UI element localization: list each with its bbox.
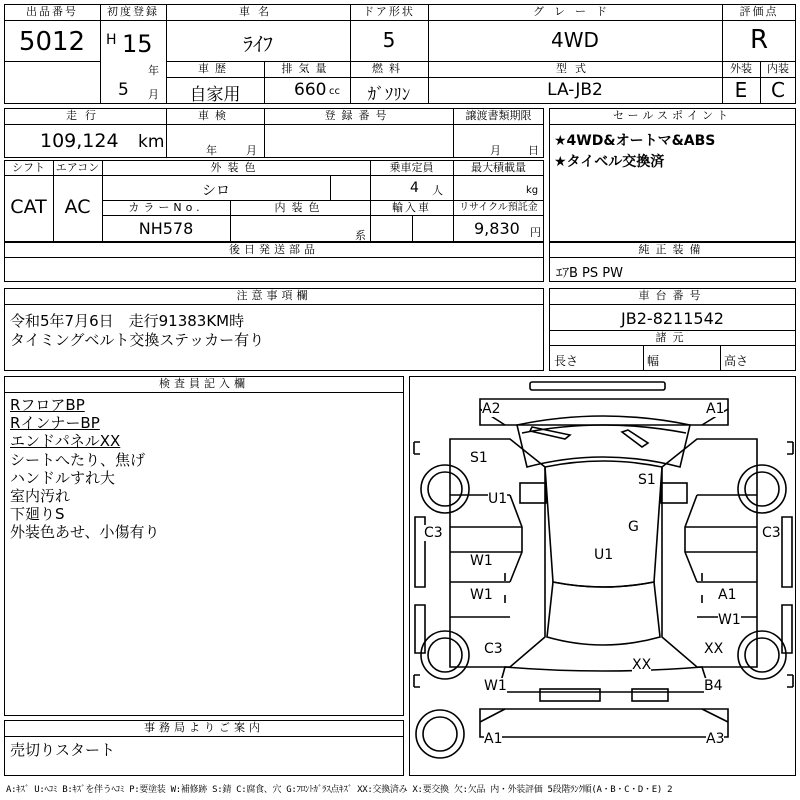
inspector-note: 室内汚れ [10, 487, 71, 506]
damage-mark: A1 [706, 401, 725, 417]
fuel: ｶﾞｿﾘﾝ [367, 85, 411, 105]
displacement-label: 排気量 [281, 62, 333, 75]
exterior-color: シロ [202, 183, 230, 199]
interior-color-label: 内装色 [274, 201, 326, 214]
lot-number: 5012 [18, 27, 86, 57]
selling-point-2: ★タイベル交換済 [554, 154, 665, 170]
inspection-label: 車検 [198, 109, 232, 122]
transfer-month-unit: 月 [490, 144, 501, 157]
max-load-unit: kg [526, 185, 539, 196]
interior-color-unit: 系 [355, 229, 366, 242]
damage-mark: G [628, 519, 639, 535]
air-conditioner: AC [64, 196, 91, 218]
capacity-unit: 人 [432, 184, 443, 197]
note-line-1: 令和5年7月6日 走行91383KM時 [10, 312, 245, 330]
inspector-note: ハンドルすれ大 [10, 468, 116, 487]
note-line-2: タイミングベルト交換ステッカー有り [10, 331, 265, 349]
damage-mark: S1 [470, 450, 488, 466]
registration-number-label: 登録番号 [324, 109, 393, 122]
damage-mark: XX [704, 641, 724, 657]
legend: A:ｷｽﾞ U:ﾍｺﾐ B:ｷｽﾞを伴うﾍｺﾐ P:要塗装 W:補修跡 S:錆 C:腐食、穴 G:ﾌﾛﾝﾄｶﾞﾗｽ点ｷｽﾞ XX:交換済み X:要交換 欠:欠品 内・外装評価 5段階ﾗﾝｸ順(A・B・C・D・E) 2 [6, 785, 673, 795]
displacement-unit: cc [329, 86, 340, 97]
interior-grade: C [771, 78, 785, 102]
recycle-deposit: 9,830 [474, 219, 520, 238]
inspector-notes-list [10, 396, 160, 542]
model: LA-JB2 [547, 80, 603, 100]
damage-mark: C3 [424, 525, 443, 541]
genuine-equipment: ｴｱB PS PW [556, 266, 623, 281]
later-parts-label: 後日発送部品 [229, 243, 319, 256]
damage-mark: C3 [484, 641, 503, 657]
inspector-notes-label: 検査員記入欄 [159, 377, 249, 390]
damage-mark: A3 [706, 731, 725, 747]
grade: 4WD [551, 28, 599, 52]
damage-mark: A2 [482, 401, 501, 417]
damage-mark: A1 [484, 731, 503, 747]
damage-mark: B4 [704, 678, 723, 694]
selling-point-1: ★4WD&オートマ&ABS [554, 133, 716, 149]
damage-mark: C3 [762, 525, 781, 541]
color-number: NH578 [138, 219, 194, 238]
genuine-equipment-label: 純正装備 [638, 243, 707, 256]
interior-grade-label: 内装 [767, 62, 789, 75]
first-registration-label: 初度登録 [107, 5, 159, 18]
inspector-note: RフロアBP [10, 396, 85, 414]
damage-mark: W1 [470, 587, 493, 603]
color-number-label: カラーNo. [128, 201, 204, 214]
lot-number-label: 出品番号 [26, 5, 78, 18]
inspector-note: 下廻りS [10, 505, 65, 524]
month-unit: 月 [148, 88, 159, 101]
model-label: 型式 [556, 62, 594, 75]
capacity: 4 [410, 180, 419, 196]
recycle-deposit-label: リサイクル預託金 [459, 202, 538, 213]
chassis-number-label: 車台番号 [638, 289, 707, 302]
history-label: 車歴 [198, 62, 232, 75]
shift: CAT [10, 196, 47, 218]
era-year: 15 [122, 30, 153, 58]
exterior-grade-label: 外装 [730, 62, 752, 75]
damage-mark: W1 [470, 553, 493, 569]
mileage: 109,124 [40, 130, 119, 152]
specs-label: 諸元 [655, 331, 690, 344]
exterior-color-label: 外装色 [210, 161, 262, 174]
score: R [749, 25, 769, 55]
notes-label: 注意事項欄 [236, 289, 312, 302]
damage-mark: S1 [638, 472, 656, 488]
diagram-marks [410, 377, 796, 776]
inspection-year-unit: 年 [206, 144, 217, 157]
door-type-label: ドア形状 [363, 5, 415, 18]
damage-mark: W1 [718, 612, 741, 628]
width-label: 幅 [647, 354, 660, 368]
inspector-note: 外装色あせ、小傷有り [10, 523, 160, 542]
displacement: 660 [294, 80, 327, 100]
exterior-grade: E [734, 78, 748, 102]
inspector-note: エンドパネルXX [10, 432, 121, 451]
import-label: 輸入車 [392, 201, 431, 214]
grade-label: グレード [533, 5, 617, 18]
history: 自家用 [189, 85, 241, 105]
selling-points-block [549, 108, 796, 242]
fuel-label: 燃料 [372, 62, 406, 75]
height-label: 高さ [724, 354, 749, 368]
office-note: 売切りスタート [10, 741, 116, 759]
car-damage-diagram [409, 376, 796, 776]
selling-points-label: セールスポイント [612, 109, 732, 122]
office-note-label: 事務局よりご案内 [144, 721, 264, 734]
damage-mark: W1 [484, 678, 507, 694]
mileage-label: 走行 [66, 109, 104, 122]
damage-mark: U1 [488, 491, 508, 507]
score-label: 評価点 [739, 5, 779, 18]
mileage-unit: km [138, 132, 165, 152]
first-reg-month: 5 [118, 80, 129, 100]
inspector-note: シートへたり、焦げ [10, 450, 146, 469]
transfer-day-unit: 日 [528, 144, 539, 157]
recycle-unit: 円 [530, 226, 541, 239]
damage-mark: A1 [718, 587, 737, 603]
inspector-note: RインナーBP [10, 414, 100, 433]
air-conditioner-label: エアコン [55, 161, 100, 174]
damage-mark: U1 [594, 547, 614, 563]
year-unit: 年 [148, 64, 159, 77]
max-load-label: 最大積載量 [471, 161, 526, 174]
door-count: 5 [382, 28, 396, 52]
damage-mark: XX [632, 657, 652, 673]
era-letter: H [106, 32, 117, 48]
transfer-deadline-label: 譲渡書類期限 [465, 109, 532, 122]
chassis-number: JB2-8211542 [621, 309, 724, 328]
shift-label: シフト [12, 161, 45, 174]
car-name-label: 車名 [239, 5, 277, 18]
capacity-label: 乗車定員 [389, 161, 434, 174]
length-label: 長さ [554, 354, 579, 368]
inspection-month-unit: 月 [246, 144, 257, 157]
car-name: ﾗｲﾌ [243, 32, 273, 56]
